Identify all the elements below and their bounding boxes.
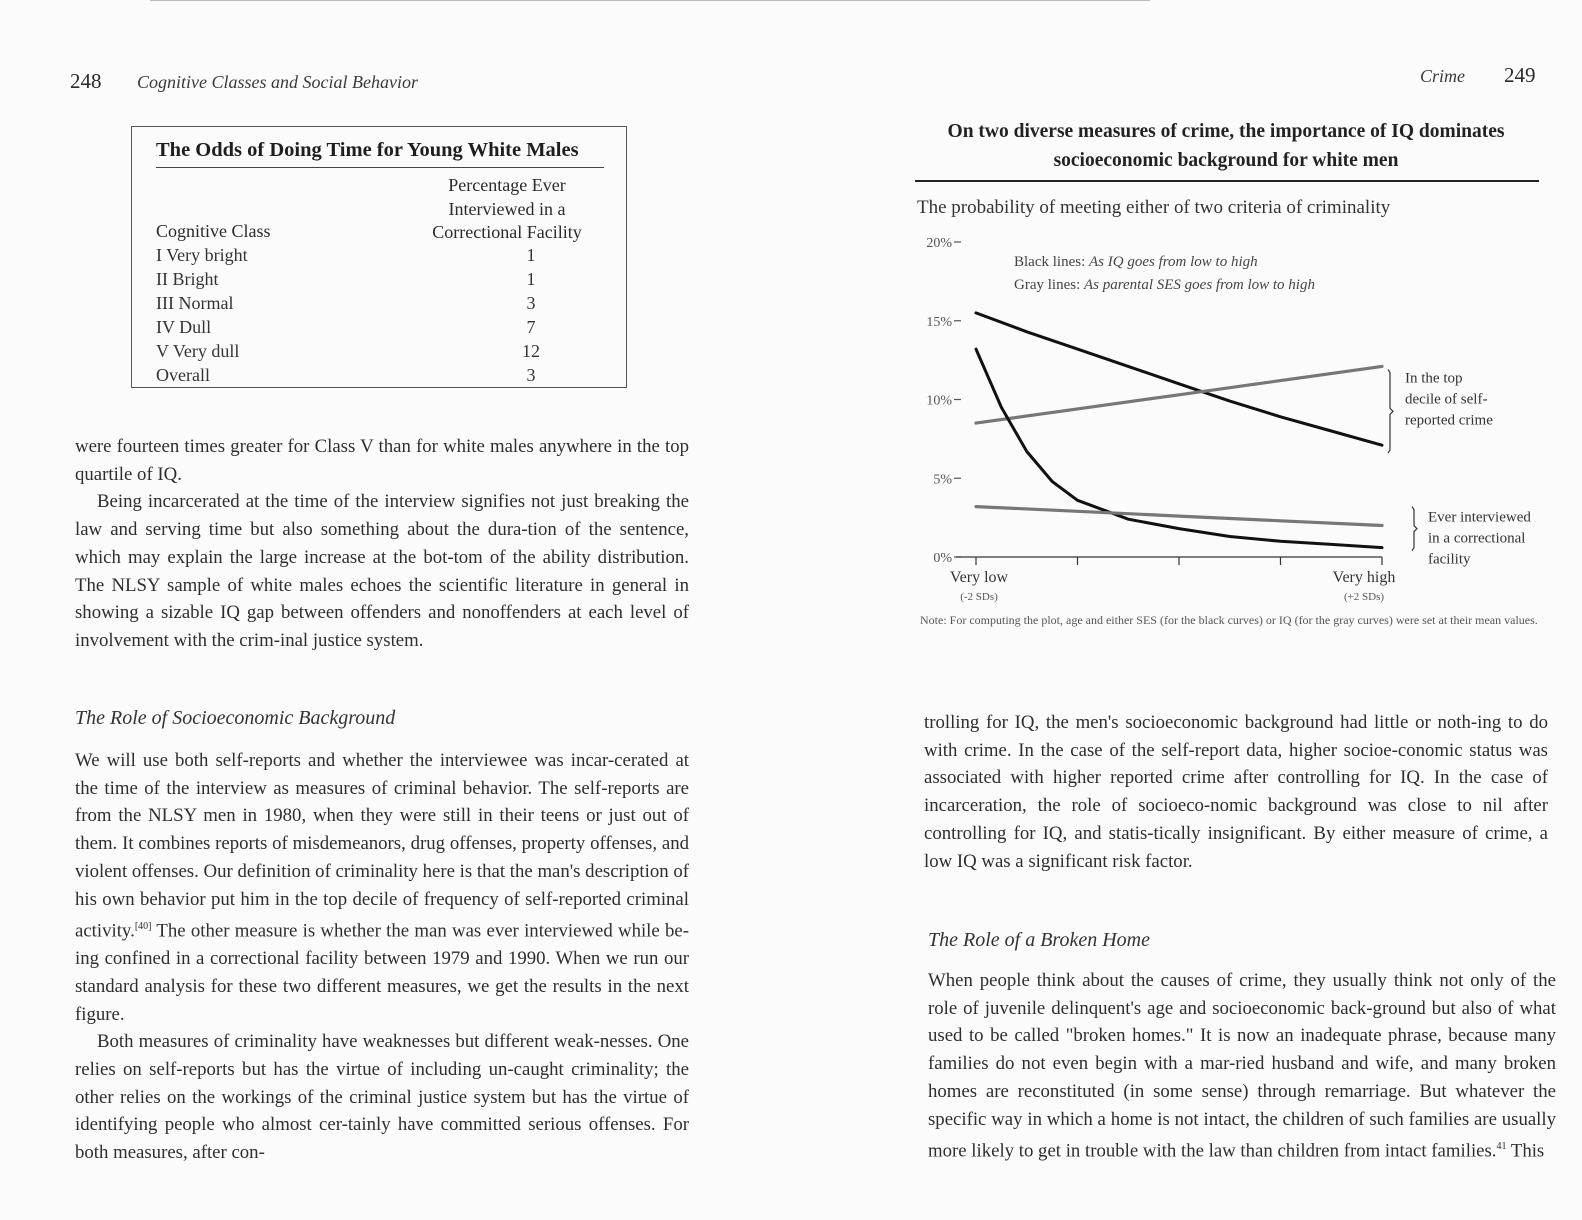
table-cell-class: II Bright bbox=[156, 269, 219, 289]
y-tick-label: 15% bbox=[926, 314, 952, 330]
figure-title: On two diverse measures of crime, the importance of IQ dominates socioeconomic background for white men bbox=[947, 121, 1505, 171]
page-number-left: 248 bbox=[70, 69, 102, 93]
table-cell-pct: 3 bbox=[526, 293, 536, 313]
annotation-label: facility bbox=[1428, 551, 1471, 568]
table-col-header-pct bbox=[412, 174, 602, 245]
x-tick-sublabel: (+2 SDs) bbox=[1343, 591, 1385, 603]
paragraph-text: The other measure is whether the man was ever interviewed while be-ing confined in a correctional facility between 1979 and 1990. When we run our standard analysis for these two different measures, we get the results in the next figure. bbox=[75, 920, 689, 1025]
series-line-correctional bbox=[976, 507, 1382, 526]
series-line-top-decile bbox=[976, 313, 1382, 445]
table-row bbox=[156, 269, 606, 293]
section-heading: The Role of Socioeconomic Background bbox=[75, 707, 396, 729]
annotation-bracket bbox=[1388, 370, 1393, 453]
legend-item: Gray lines: As parental SES goes from low to high bbox=[1014, 277, 1315, 293]
paragraph bbox=[75, 747, 689, 1028]
table-col-header-class: Cognitive Class bbox=[156, 221, 271, 241]
paragraph: Being incarcerated at the time of the interview signifies not just breaking the law and serving time but also something about the dura-tion of the sentence, which may explain the large increase at the bot-tom of the ability distribution. The NLSY sample of white males echoes the scientific literature in general in showing a sizable IQ gap between offenders and nonoffenders at each level of involvement with the crim-inal justice system. bbox=[75, 491, 689, 651]
crime-probability-chart bbox=[900, 225, 1560, 610]
x-tick-label: Very high bbox=[1332, 569, 1396, 586]
table-cell-class: I Very bright bbox=[156, 245, 248, 265]
annotation-label: In the top bbox=[1405, 370, 1463, 387]
table-row bbox=[156, 317, 606, 341]
series-line-top-decile bbox=[976, 366, 1382, 423]
annotation-label: decile of self- bbox=[1405, 391, 1488, 408]
table-row bbox=[156, 293, 606, 317]
annotation-label: reported crime bbox=[1405, 412, 1493, 429]
paragraph bbox=[928, 967, 1556, 1165]
col-header-line: Correctional Facility bbox=[432, 222, 582, 242]
figure-subtitle: The probability of meeting either of two criteria of criminality bbox=[917, 197, 1391, 218]
left-text-block-1 bbox=[75, 433, 689, 655]
table-cell-pct: 1 bbox=[526, 245, 536, 265]
table-row bbox=[156, 341, 606, 365]
table-cell-pct: 7 bbox=[526, 317, 536, 337]
running-head-left: Cognitive Classes and Social Behavior bbox=[137, 72, 418, 92]
odds-table bbox=[131, 126, 627, 388]
table-cell-class: Overall bbox=[156, 365, 210, 385]
table-rule bbox=[156, 167, 604, 168]
running-head-right: Crime bbox=[1420, 66, 1465, 86]
paragraph-text: When people think about the causes of crime, they usually think not only of the role of juvenile delinquent's age and socioeconomic back-ground but also of what used to be called "broken homes." It is now an inadequate phrase, because many families do not even begin with a mar-ried husband and wife, and many broken homes are reconstituted (in some sense) through remarriage. But whatever the specific way in which a home is not intact, the children of such families are usually more likely to get in trouble with the law than children from intact families. bbox=[928, 970, 1556, 1162]
paragraph: Both measures of criminality have weaknesses but different weak-nesses. One relies on self-reports but has the virtue of including un-caught criminality; the other relies on the workings of the criminal justice system but has the virtue of identifying people who almost cer-tainly have committed serious offenses. For both measures, after con- bbox=[75, 1031, 689, 1164]
legend-item: Black lines: As IQ goes from low to high bbox=[1014, 254, 1258, 270]
figure-note: Note: For computing the plot, age and either SES (for the black curves) or IQ (for the gray curves) were set at their mean values. bbox=[920, 613, 1538, 627]
table-cell-pct: 1 bbox=[526, 269, 536, 289]
x-tick-label: Very low bbox=[949, 569, 1009, 586]
right-text-block-1 bbox=[924, 709, 1548, 875]
paragraph-text: We will use both self-reports and whether the interviewee was incar-cerated at the time of the interview as measures of criminal behavior. The self-reports are from the NLSY men in 1980, when they were still in their teens or just out of them. It combines reports of misdemeanors, drug offenses, property offenses, and violent offenses. Our definition of criminality here is that the man's description of his own behavior put him in the top decile of frequency of self-reported criminal activity. bbox=[75, 750, 689, 942]
annotation-label: Ever interviewed bbox=[1428, 509, 1531, 526]
table-cell-class: V Very dull bbox=[156, 341, 240, 361]
scan-edge-line bbox=[150, 0, 1150, 1]
col-header-line: Interviewed in a bbox=[448, 198, 566, 219]
y-tick-label: 5% bbox=[933, 472, 952, 488]
table-cell-pct: 3 bbox=[526, 365, 536, 385]
x-tick-sublabel: (-2 SDs) bbox=[960, 591, 998, 603]
figure-rule bbox=[915, 180, 1539, 182]
col-header-line: Percentage Ever bbox=[448, 175, 566, 195]
paragraph-text: This bbox=[1506, 1140, 1545, 1162]
y-tick-label: 20% bbox=[926, 236, 952, 251]
paragraph: were fourteen times greater for Class V than for white males anywhere in the top quartile of IQ. bbox=[75, 436, 689, 485]
table-row bbox=[156, 245, 606, 269]
y-tick-label: 10% bbox=[926, 393, 952, 409]
table-cell-class: IV Dull bbox=[156, 317, 212, 337]
annotation-label: in a correctional bbox=[1428, 530, 1526, 547]
footnote-ref[interactable]: [40] bbox=[134, 921, 152, 933]
section-heading: The Role of a Broken Home bbox=[928, 929, 1150, 951]
left-text-block-2 bbox=[75, 747, 689, 1167]
table-cell-pct: 12 bbox=[522, 341, 540, 361]
y-tick-label: 0% bbox=[933, 551, 952, 566]
annotation-bracket bbox=[1412, 507, 1417, 551]
table-title: The Odds of Doing Time for Young White Males bbox=[156, 139, 579, 161]
table-row bbox=[156, 365, 606, 389]
series-line-correctional bbox=[976, 349, 1382, 547]
table-cell-class: III Normal bbox=[156, 293, 234, 313]
footnote-ref[interactable]: 41 bbox=[1496, 1141, 1507, 1153]
right-text-block-2 bbox=[928, 967, 1556, 1165]
page-number-right: 249 bbox=[1504, 63, 1536, 87]
paragraph: trolling for IQ, the men's socioeconomic background had little or noth-ing to do with crime. In the case of the self-report data, higher socioe-conomic status was associated with higher reported crime after controlling for IQ. In the case of incarceration, the role of socioeco-nomic background was close to nil after controlling for IQ, and statis-tically insignificant. By either measure of crime, a low IQ was a significant risk factor. bbox=[924, 712, 1548, 872]
